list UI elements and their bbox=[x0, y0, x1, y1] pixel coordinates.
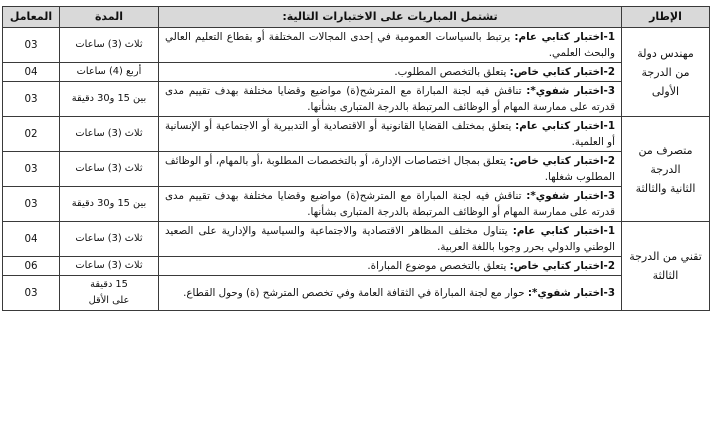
test-text: يتعلق بمختلف القضايا القانونية أو الاقتصادية أو التدبيرية أو الاجتماعية أو الإنسانية أو العلمية. bbox=[165, 120, 615, 148]
test-description bbox=[159, 222, 622, 257]
table-row bbox=[3, 152, 710, 187]
header-row bbox=[3, 7, 710, 28]
test-text: يتعلق بالتخصص موضوع المباراة. bbox=[367, 260, 510, 272]
table-row bbox=[3, 187, 710, 222]
frame-line2: الثانية والثالثة bbox=[635, 181, 696, 195]
coefficient-cell: 06 bbox=[3, 257, 60, 276]
table-row bbox=[3, 257, 710, 276]
table-row bbox=[3, 63, 710, 82]
test-text: يتناول مختلف المظاهر الاقتصادية والاجتماعية والسياسية والإدارية على الصعيد الوطني والدولي بحرر وجوبا باللغة العربية. bbox=[165, 225, 615, 253]
test-label: 1-اختبار كتابي عام: bbox=[512, 225, 615, 237]
frame-cell-engineer bbox=[622, 28, 710, 117]
test-label: 3-اختبار شفوي*: bbox=[526, 190, 615, 202]
duration-cell: ثلاث (3) ساعات bbox=[60, 257, 159, 276]
test-description bbox=[159, 187, 622, 222]
duration-cell: أربع (4) ساعات bbox=[60, 63, 159, 82]
coefficient-cell: 03 bbox=[3, 152, 60, 187]
coefficient-cell: 03 bbox=[3, 276, 60, 311]
table-row bbox=[3, 117, 710, 152]
test-text: حوار مع لجنة المباراة في الثقافة العامة وفي تخصص المترشح (ة) وحول القطاع. bbox=[183, 287, 528, 299]
coefficient-cell: 03 bbox=[3, 28, 60, 63]
test-text: يتعلق بالتخصص المطلوب. bbox=[394, 66, 510, 78]
frame-cell-technician bbox=[622, 222, 710, 311]
test-description bbox=[159, 117, 622, 152]
coefficient-cell: 03 bbox=[3, 82, 60, 117]
coefficient-cell: 02 bbox=[3, 117, 60, 152]
duration-cell: ثلاث (3) ساعات bbox=[60, 152, 159, 187]
test-label: 2-اختبار كتابي خاص: bbox=[509, 260, 615, 272]
frame-line2: من الدرجة الأولى bbox=[641, 65, 690, 98]
test-description bbox=[159, 276, 622, 311]
frame-line2: الثالثة bbox=[652, 269, 679, 282]
coefficient-cell: 04 bbox=[3, 63, 60, 82]
test-label: 2-اختبار كتابي خاص: bbox=[509, 66, 615, 78]
exam-table bbox=[2, 6, 710, 311]
table-row bbox=[3, 276, 710, 311]
test-label: 1-اختبار كتابي عام: bbox=[515, 120, 615, 132]
test-text: تناقش فيه لجنة المباراة مع المترشح(ة) مواضيع وقضايا مختلفة بهدف تقييم مدى قدرته على ممارسة المهام أو الوظائف المرتبطة بالدرجة المتبارى بشأنها. bbox=[165, 85, 615, 113]
test-description bbox=[159, 82, 622, 117]
coefficient-cell: 04 bbox=[3, 222, 60, 257]
test-label: 3-اختبار شفوي*: bbox=[527, 287, 615, 299]
header-duration: المدة bbox=[60, 7, 159, 28]
table-row bbox=[3, 28, 710, 63]
table-row bbox=[3, 222, 710, 257]
test-description bbox=[159, 257, 622, 276]
test-text: يرتبط بالسياسات العمومية في إحدى المجالات المختلفة أو بقطاع التعليم العالي والبحث العلمي. bbox=[165, 31, 615, 59]
header-coefficient: المعامل bbox=[3, 7, 60, 28]
test-description bbox=[159, 28, 622, 63]
duration-cell: ثلاث (3) ساعات bbox=[60, 117, 159, 152]
test-label: 2-اختبار كتابي خاص: bbox=[509, 155, 616, 167]
header-tests: تشتمل المباريات على الاختبارات التالية: bbox=[159, 7, 622, 28]
test-text: يتعلق بمجال اختصاصات الإدارة، أو بالتخصصات المطلوبة ،أو بالمهام، أو الوظائف المطلوب شغلها. bbox=[165, 155, 615, 183]
frame-line1: مهندس دولة bbox=[637, 46, 694, 60]
test-text: تناقش فيه لجنة المباراة مع المترشح(ة) مواضيع وقضايا مختلفة بهدف تقييم مدى قدرته على ممارسة المهام أو الوظائف المرتبطة بالدرجة المتبارى بشأنها. bbox=[165, 190, 615, 218]
table-row bbox=[3, 82, 710, 117]
header-frame: الإطار bbox=[622, 7, 710, 28]
duration-cell: ثلاث (3) ساعات bbox=[60, 28, 159, 63]
frame-line1: متصرف من الدرجة bbox=[638, 143, 693, 176]
test-description bbox=[159, 63, 622, 82]
test-label: 1-اختبار كتابي عام: bbox=[514, 31, 615, 43]
duration-line2: على الأقل bbox=[88, 295, 130, 306]
test-label: 3-اختبار شفوي*: bbox=[526, 85, 615, 97]
duration-cell bbox=[60, 276, 159, 311]
frame-cell-administrator bbox=[622, 117, 710, 222]
duration-cell: ثلاث (3) ساعات bbox=[60, 222, 159, 257]
duration-cell: بين 15 و30 دقيقة bbox=[60, 82, 159, 117]
frame-line1: تقني من الدرجة bbox=[629, 250, 702, 263]
duration-line1: 15 دقيقة bbox=[90, 279, 128, 290]
coefficient-cell: 03 bbox=[3, 187, 60, 222]
duration-cell: بين 15 و30 دقيقة bbox=[60, 187, 159, 222]
test-description bbox=[159, 152, 622, 187]
